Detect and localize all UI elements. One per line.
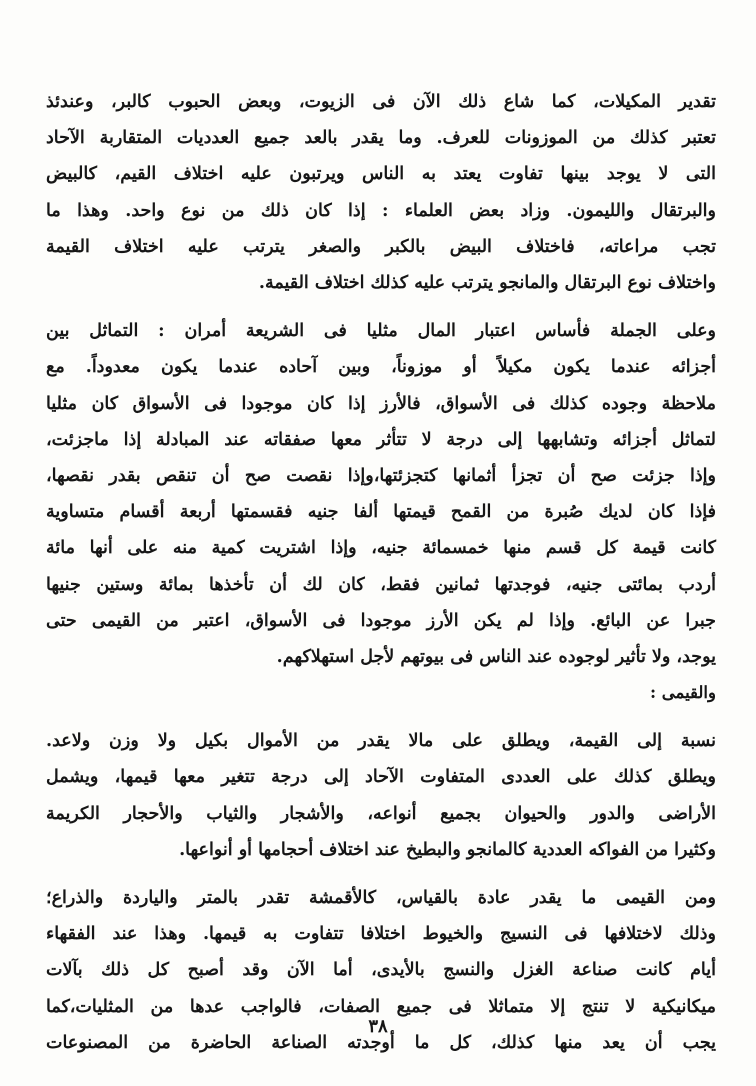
text-line: ميكانيكية لا تنتج إلا متماثلا فى جميع الصفات، فالواجب عدها من المثليات،كما <box>46 996 716 1017</box>
text-line: ملاحظة وجوده كذلك فى الأسواق، فالأرز إذا كان موجودا فى الأسواق كان مثليا <box>46 393 716 414</box>
text-line: تجب مراعاته، فاختلاف البيض بالكبر والصغر يترتب عليه اختلاف القيمة <box>46 236 716 257</box>
text-line: التى لا يوجد بينها تفاوت يعتد به الناس ويرتبون عليه اختلاف القيم، كالبيض <box>46 164 716 185</box>
text-line: أيام كانت صناعة الغزل والنسج بالأيدى، أما الآن وقد أصبح كل ذلك بآلات <box>46 960 716 981</box>
paragraph-1 <box>46 84 716 301</box>
text-line: والبرتقال والليمون. وزاد بعض العلماء : إذا كان ذلك من نوع واحد. وهذا ما <box>46 200 716 221</box>
text-line: واختلاف نوع البرتقال والمانجو يترتب عليه كذلك اختلاف القيمة. <box>258 273 716 294</box>
text-line: كانت قيمة كل قسم منها خمسمائة جنيه، وإذا اشتريت كمية منه على أنها مائة <box>46 538 716 559</box>
text-line: وإذا جزئت صح أن تجزأ أثمانها كتجزئتها،وإذا نقصت صح أن تنقص بقدر نقصها، <box>46 466 716 487</box>
text-line: لتماثل أجزائه وتشابهها إلى درجة لا تتأثر معها صفقاته عند المبادلة إذا ماجزئت، <box>46 429 716 450</box>
text-line: أردب بمائتى جنيه، فوجدتها ثمانين فقط، كان لك أن تأخذها بمائة وستين جنيها <box>46 574 716 595</box>
text-line: ومن القيمى ما يقدر عادة بالقياس، كالأقمشة تقدر بالمتر والياردة والذراع؛ <box>46 888 716 909</box>
text-line: جبرا عن البائع. وإذا لم يكن الأرز موجودا فى الأسواق، اعتبر من القيمى حتى <box>46 610 716 631</box>
text-line: تقدير المكيلات، كما شاع ذلك الآن فى الزيوت، وبعض الحبوب كالبر، وعندئذ <box>46 92 716 112</box>
section-heading: والقيمى : <box>649 683 716 703</box>
text-line: وعلى الجملة فأساس اعتبار المال مثليا فى الشريعة أمران : التماثل بين <box>46 321 716 342</box>
text-line: نسبة إلى القيمة، ويطلق على مالا يقدر من الأموال بكيل ولا وزن ولاعد. <box>46 731 716 752</box>
body-text <box>46 84 716 1061</box>
page-number: ٣٨ <box>368 1016 388 1037</box>
text-line: يجب أن يعد منها كذلك، كل ما أوجدته الصناعة الحاضرة من المصنوعات <box>46 1032 716 1053</box>
paragraph-2 <box>46 313 716 675</box>
text-line: وكثيرا من الفواكه العددية كالمانجو والبطيخ عند اختلاف أحجامها أو أنواعها. <box>179 839 716 860</box>
text-line: تعتبر كذلك من الموزونات للعرف. وما يقدر بالعد جميع العدديات المتقاربة الآحاد <box>46 128 716 149</box>
text-line: وذلك لاختلافها فى النسيج والخيوط اختلافا تتفاوت به قيمها. وهذا عند الفقهاء <box>46 924 716 945</box>
paragraph-3 <box>46 723 716 868</box>
text-line: فإذا كان لديك صُبرة من القمح قيمتها ألفا جنيه فقسمتها أربعة أقسام متساوية <box>46 502 716 523</box>
text-line: ويطلق كذلك على العددى المتفاوت الآحاد إلى درجة تتغير معها قيمها، ويشمل <box>46 767 716 788</box>
text-line: أجزائه عندما يكون مكيلاً أو موزوناً، وبين آحاده عندما يكون معدوداً. مع <box>46 357 716 378</box>
text-line: يوجد، ولا تأثير لوجوده عند الناس فى بيوتهم لأجل استهلاكهم. <box>276 647 716 668</box>
text-line: الأراضى والدور والحيوان بجميع أنواعه، والأشجار والثياب والأحجار الكريمة <box>46 803 716 824</box>
